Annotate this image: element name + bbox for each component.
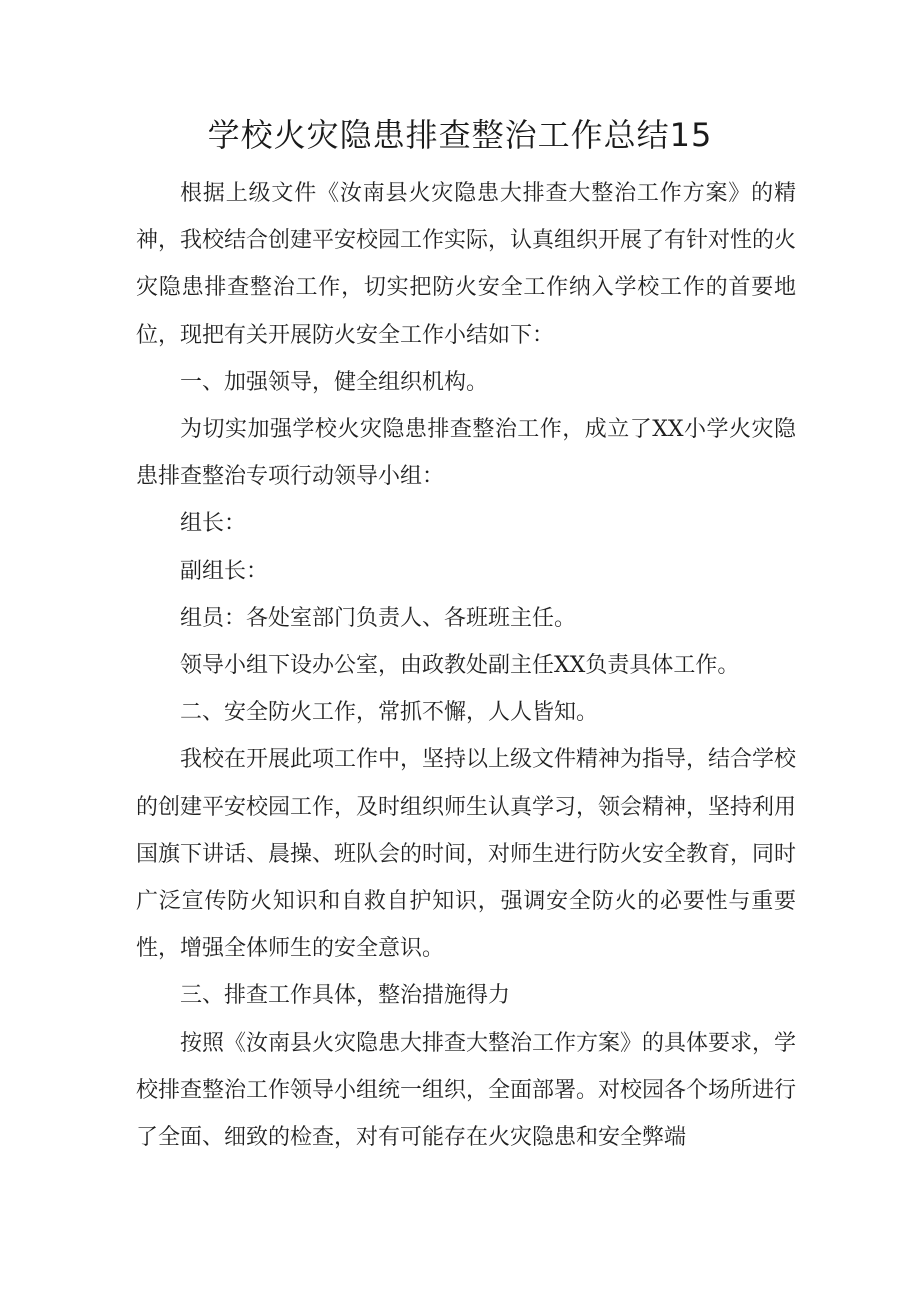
deputy-leader-line: 副组长： [180,558,269,584]
body-paragraph: 领导小组下设办公室，由政教处副主任XX负责具体工作。 [180,653,740,679]
members-line: 组员：各处室部门负责人、各班班主任。 [180,605,577,631]
body-paragraph: 我校在开展此项工作中，坚持以上级文件精神为指导，结合学校的创建平安校园工作，及时组织师生认真学习，领会精神，坚持利用国旗下讲话、晨操、班队会的时间，对师生进行防火安全教育，同时广泛宣传防火知识和自救自护知识，强调安全防火的必要性与重要性，增强全体师生的安全意识。 [136,747,797,962]
body-paragraph: 按照《汝南县火灾隐患大排查大整治工作方案》的具体要求，学校排查整治工作领导小组统一组织，全面部署。对校园各个场所进行了全面、细致的检查，对有可能存在火灾隐患和安全弊端 [136,1030,797,1151]
section-heading-3: 三、排查工作具体，整治措施得力 [180,983,511,1009]
document-body [136,170,796,1161]
body-paragraph: 为切实加强学校火灾隐患排查整治工作，成立了XX小学火灾隐患排查整治专项行动领导小组： [136,417,796,490]
group-leader-line: 组长： [180,511,247,537]
intro-paragraph: 根据上级文件《汝南县火灾隐患大排查大整治工作方案》的精神，我校结合创建平安校园工作实际，认真组织开展了有针对性的火灾隐患排查整治工作，切实把防火安全工作纳入学校工作的首要地位，现把有关开展防火安全工作小结如下： [136,181,797,348]
section-heading-2: 二、安全防火工作，常抓不懈，人人皆知。 [180,700,599,726]
document-title: 学校火灾隐患排查整治工作总结15 [207,116,713,154]
section-heading-1: 一、加强领导，健全组织机构。 [180,369,489,395]
